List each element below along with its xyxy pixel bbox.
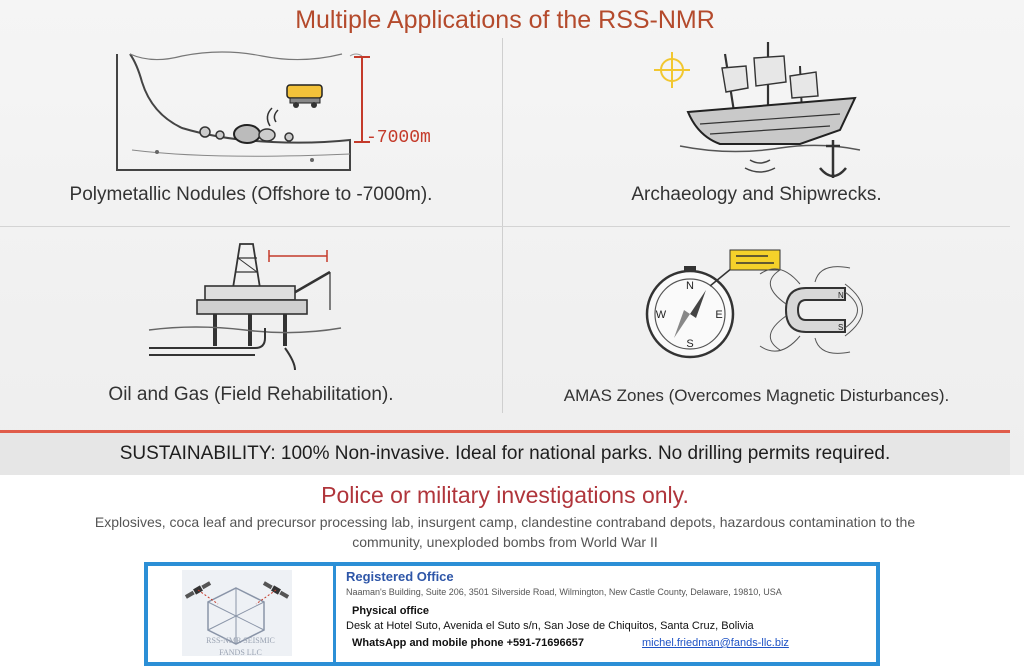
physical-office-address: Desk at Hotel Suto, Avenida el Suto s/n, San Jose de Chiquitos, Santa Cruz, Bolivia	[346, 620, 754, 632]
seafloor-rov-icon	[112, 42, 452, 182]
svg-text:W: W	[655, 309, 667, 321]
police-heading: Police or military investigations only.	[321, 482, 689, 508]
depth-label: -7000m	[366, 128, 431, 148]
svg-text:N: N	[686, 280, 694, 292]
company-logo	[148, 566, 336, 662]
compass-magnet-icon	[640, 244, 870, 374]
contact-details	[346, 566, 874, 662]
caption-polymetallic-nodules: Polymetallic Nodules (Offshore to -7000m).	[69, 184, 433, 205]
svg-text:S: S	[686, 338, 694, 350]
shipwreck-icon	[650, 38, 870, 188]
logo-text-1: RSS-NMR SEISMIC	[206, 636, 275, 645]
whatsapp-phone: WhatsApp and mobile phone +591-71696657	[352, 637, 584, 649]
svg-text:N: N	[838, 291, 844, 300]
caption-archaeology: Archaeology and Shipwrecks.	[631, 184, 882, 205]
registered-office-title: Registered Office	[346, 569, 454, 584]
police-description	[0, 512, 1010, 552]
physical-office-title: Physical office	[352, 605, 430, 617]
contact-footer	[144, 562, 880, 666]
svg-text:S: S	[838, 323, 844, 332]
email-link[interactable]: michel.friedman@fands-llc.biz	[642, 637, 789, 649]
sustainability-banner: SUSTAINABILITY: 100% Non-invasive. Ideal for national parks. No drilling permits required.	[0, 433, 1010, 475]
caption-amas-zones: AMAS Zones (Overcomes Magnetic Disturbances).	[563, 386, 950, 405]
page-title: Multiple Applications of the RSS-NMR	[295, 6, 715, 34]
horizontal-divider	[0, 226, 1010, 227]
registered-office-address: Naaman's Building, Suite 206, 3501 Silverside Road, Wilmington, New Castle County, Delaware, 19810, USA	[346, 587, 782, 597]
police-line-2: community, unexploded bombs from World War II	[352, 534, 658, 550]
logo-text-2: FANDS LLC	[219, 648, 262, 657]
caption-oil-and-gas: Oil and Gas (Field Rehabilitation).	[108, 384, 394, 405]
oil-platform-icon	[145, 238, 345, 373]
svg-text:E: E	[715, 309, 723, 321]
police-line-1: Explosives, coca leaf and precursor processing lab, insurgent camp, clandestine contraband depots, hazardous contamination to the	[94, 514, 916, 530]
